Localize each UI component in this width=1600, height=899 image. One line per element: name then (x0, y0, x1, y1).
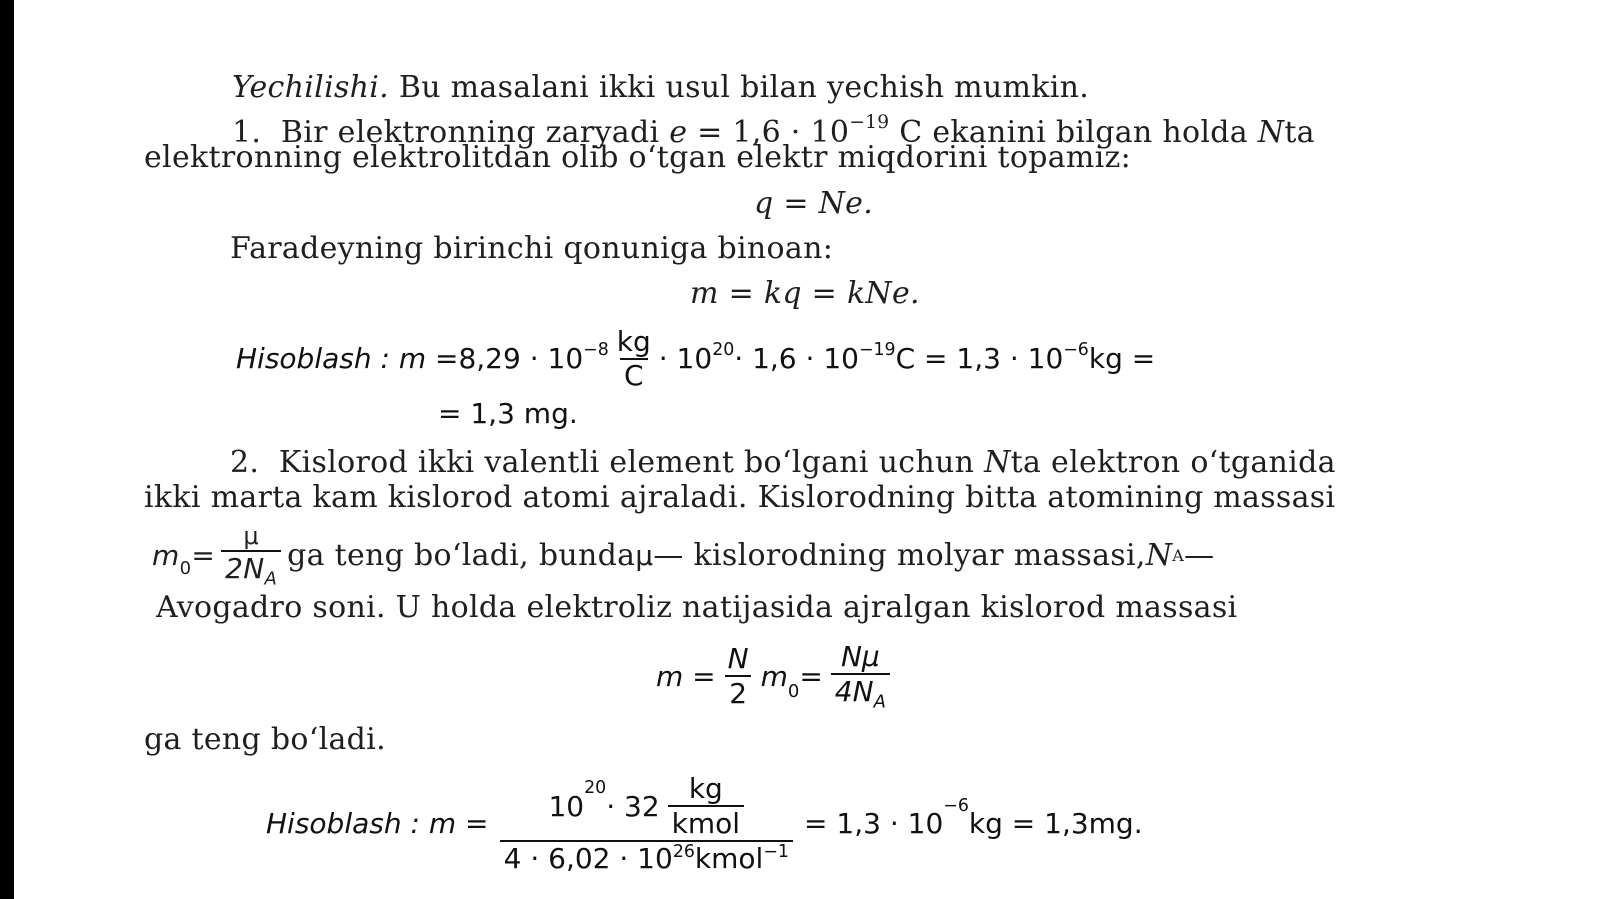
intro-text: Bu masalani ikki usul bilan yechish mumkin. (389, 70, 1090, 105)
electron-charge-symbol: e (669, 114, 688, 150)
calc2-den-a: 4 · 6,02 · 10 (503, 842, 673, 875)
calc2-den-exp: 26 (672, 842, 695, 862)
p2-N-symbol: N (984, 445, 1011, 480)
intro-line (232, 70, 1089, 106)
eq3-f2-den (831, 673, 890, 712)
eq3-f2-num: Nμ (840, 640, 880, 673)
calc2-result-b: kg = 1,3mg. (968, 807, 1143, 840)
calc1-exp-c: −19 (858, 340, 896, 360)
p2-line1-a: Kislorod ikki valentli element bo‘lgani uchun (278, 445, 985, 480)
avogadro-symbol: N (1145, 538, 1173, 574)
p2-line4 (156, 590, 1237, 626)
eq3-m0: m (760, 659, 788, 693)
calc2-num-a: 10 (548, 789, 585, 823)
equation-m-kq-text: m = kq = kNe. (690, 276, 920, 311)
p1-text-b: = 1,6 · 10 (687, 114, 850, 150)
calc1-fraction (613, 326, 655, 392)
calculation-2 (266, 772, 1143, 875)
calc2-result-a: = 1,3 · 10 (804, 807, 944, 840)
calc1-term-e: kg = (1088, 342, 1156, 375)
calc2-numerator (498, 772, 794, 840)
calculation-1-line2 (438, 396, 578, 432)
equation-q-ne (754, 186, 873, 222)
eq3-equals: = (799, 659, 823, 693)
p1-text-a: Bir elektronning zaryadi (280, 114, 670, 150)
p1-text-c: C ekanini bilgan holda (889, 114, 1258, 150)
p2-frac-den-a: 2N (225, 552, 265, 585)
calc2-num-fraction (668, 772, 744, 840)
eq3-f2-den-sub: A (873, 691, 886, 713)
calc2-den-exp2: −1 (763, 842, 789, 862)
p2-line2-text: ikki marta kam kislorod atomi ajraladi. Kislorodning bitta atomining massasi (144, 480, 1336, 515)
p2-line3 (152, 522, 1214, 589)
equation-m-formula (656, 640, 890, 712)
equation-q-ne-text: q = Ne. (754, 186, 874, 221)
p2-fraction (221, 522, 281, 589)
p2-line3-c: — (1184, 538, 1215, 574)
calc2-den-b: kmol (694, 842, 764, 875)
eq3-m0-sub: 0 (787, 681, 800, 703)
calc1-term-d: C = 1,3 · 10 (895, 342, 1064, 375)
p2-frac-den (221, 550, 281, 589)
p1-text-d: ta (1284, 114, 1315, 150)
ga-teng-text: ga teng bo‘ladi. (144, 722, 386, 757)
mu-symbol: μ (635, 539, 654, 573)
calc1-term-c: · 1,6 · 10 (734, 342, 859, 375)
calc2-denominator (500, 840, 793, 875)
avogadro-sub: A (1172, 546, 1185, 566)
eq3-fraction-2 (831, 640, 890, 712)
calc2-num-exp: 20 (584, 778, 607, 798)
p2-equals: = (191, 539, 216, 573)
calc1-frac-num: kg (616, 325, 651, 358)
document-page (14, 0, 1600, 899)
calc2-num-frac-num: kg (688, 772, 723, 805)
faraday-line (230, 231, 833, 267)
eq3-f1-den: 2 (725, 675, 751, 710)
p2-number: 2. (230, 445, 260, 480)
eq3-m: m = (656, 659, 716, 693)
p1-N-symbol: N (1257, 114, 1285, 150)
eq3-fraction-1 (724, 642, 753, 710)
calc1-exp-b: 20 (712, 340, 735, 360)
calc1-term-a: 8,29 · 10 (458, 342, 584, 375)
calc1-result: = 1,3 mg. (438, 397, 578, 430)
p1-line2-text: elektronning elektrolitdan olib o‘tgan elektr miqdorini topamiz: (144, 140, 1132, 175)
p2-frac-den-sub: A (264, 568, 278, 590)
p1-exponent: −19 (849, 112, 890, 133)
calc2-num-frac-den: kmol (668, 805, 744, 840)
calc1-exp-a: −8 (583, 340, 609, 360)
solution-label: Yechilishi. (232, 70, 390, 105)
eq3-f1-num: N (727, 642, 749, 676)
ga-teng-line (144, 722, 386, 758)
p1-number: 1. (232, 114, 262, 150)
p2-line2 (144, 480, 1335, 516)
calc1-label: Hisoblash : m = (236, 342, 459, 375)
p2-line3-a: ga teng bo‘ladi, bunda (287, 538, 636, 574)
calc1-exp-d: −6 (1063, 340, 1089, 360)
p2-line4-text: Avogadro soni. U holda elektroliz natijasida ajralgan kislorod massasi (156, 590, 1238, 625)
p2-line3-b: — kislorodning molyar massasi, (653, 538, 1146, 574)
faraday-text: Faradeyning birinchi qonuniga binoan: (230, 231, 834, 266)
p1-line2 (144, 140, 1131, 176)
p2-frac-num: μ (243, 522, 259, 550)
calc2-fraction (498, 772, 794, 875)
equation-m-kq (690, 276, 920, 312)
calc2-num-b: · 32 (606, 789, 660, 823)
eq3-f2-den-a: 4N (834, 675, 874, 708)
calc2-result-exp: −6 (943, 796, 969, 816)
calculation-1 (236, 326, 1155, 392)
calc1-frac-den: C (620, 358, 648, 392)
p2-line1 (230, 445, 1336, 481)
p2-line1-b: ta elektron o‘tganida (1010, 445, 1336, 480)
atom-mass-sub: 0 (179, 558, 192, 580)
calc2-label: Hisoblash : m = (266, 807, 489, 840)
atom-mass-symbol: m (152, 539, 180, 573)
calc1-term-b: · 10 (658, 342, 713, 375)
